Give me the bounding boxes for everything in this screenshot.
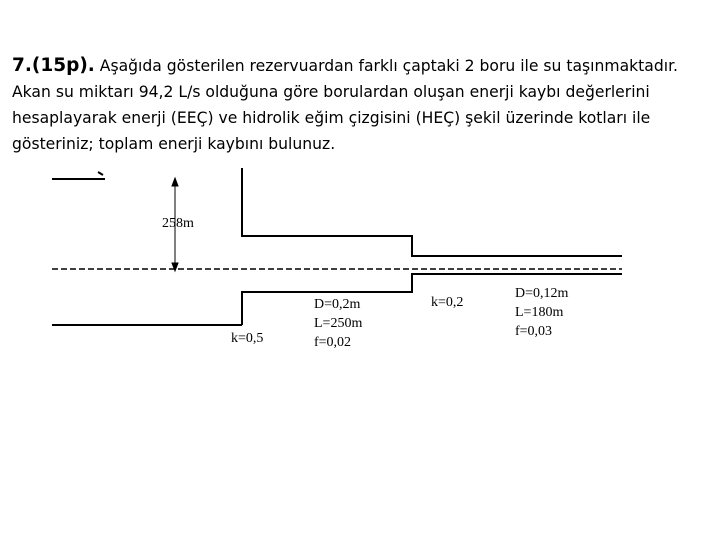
head-label: 258m: [162, 216, 194, 231]
problem-line-2: Akan su miktarı 94,2 L/s olduğuna göre borulardan oluşan enerji kaybı değerlerini: [12, 83, 650, 101]
entrance-loss-label: k=0,5: [231, 331, 264, 346]
pipe-1-diameter-label: D=0,2m: [314, 297, 361, 312]
question-number: 7.(15p).: [12, 55, 95, 76]
pipe-1-upper-wall: [242, 180, 622, 256]
head-arrow-bottom: [172, 263, 178, 271]
problem-line-3: hesaplayarak enerji (EEÇ) ve hidrolik eğim çizgisini (HEÇ) şekil üzerinde kotları ile: [12, 109, 651, 127]
pipe-1-length-label: L=250m: [314, 316, 363, 331]
problem-text-1: Aşağıda gösterilen rezervuardan farklı çaptaki 2 boru ile su taşınmaktadır.: [94, 57, 679, 75]
contraction-loss-label: k=0,2: [431, 295, 464, 310]
problem-line-4: gösteriniz; toplam enerji kaybını bulunuz.: [12, 135, 336, 153]
pipe-2-friction-label: f=0,03: [515, 324, 553, 339]
pipe-1-friction-label: f=0,02: [314, 335, 352, 350]
head-arrow-top: [172, 178, 178, 186]
pipe-2-length-label: L=180m: [515, 305, 564, 320]
pipe-2-diameter-label: D=0,12m: [515, 286, 569, 301]
reservoir-water-surface-drop: [98, 172, 103, 175]
